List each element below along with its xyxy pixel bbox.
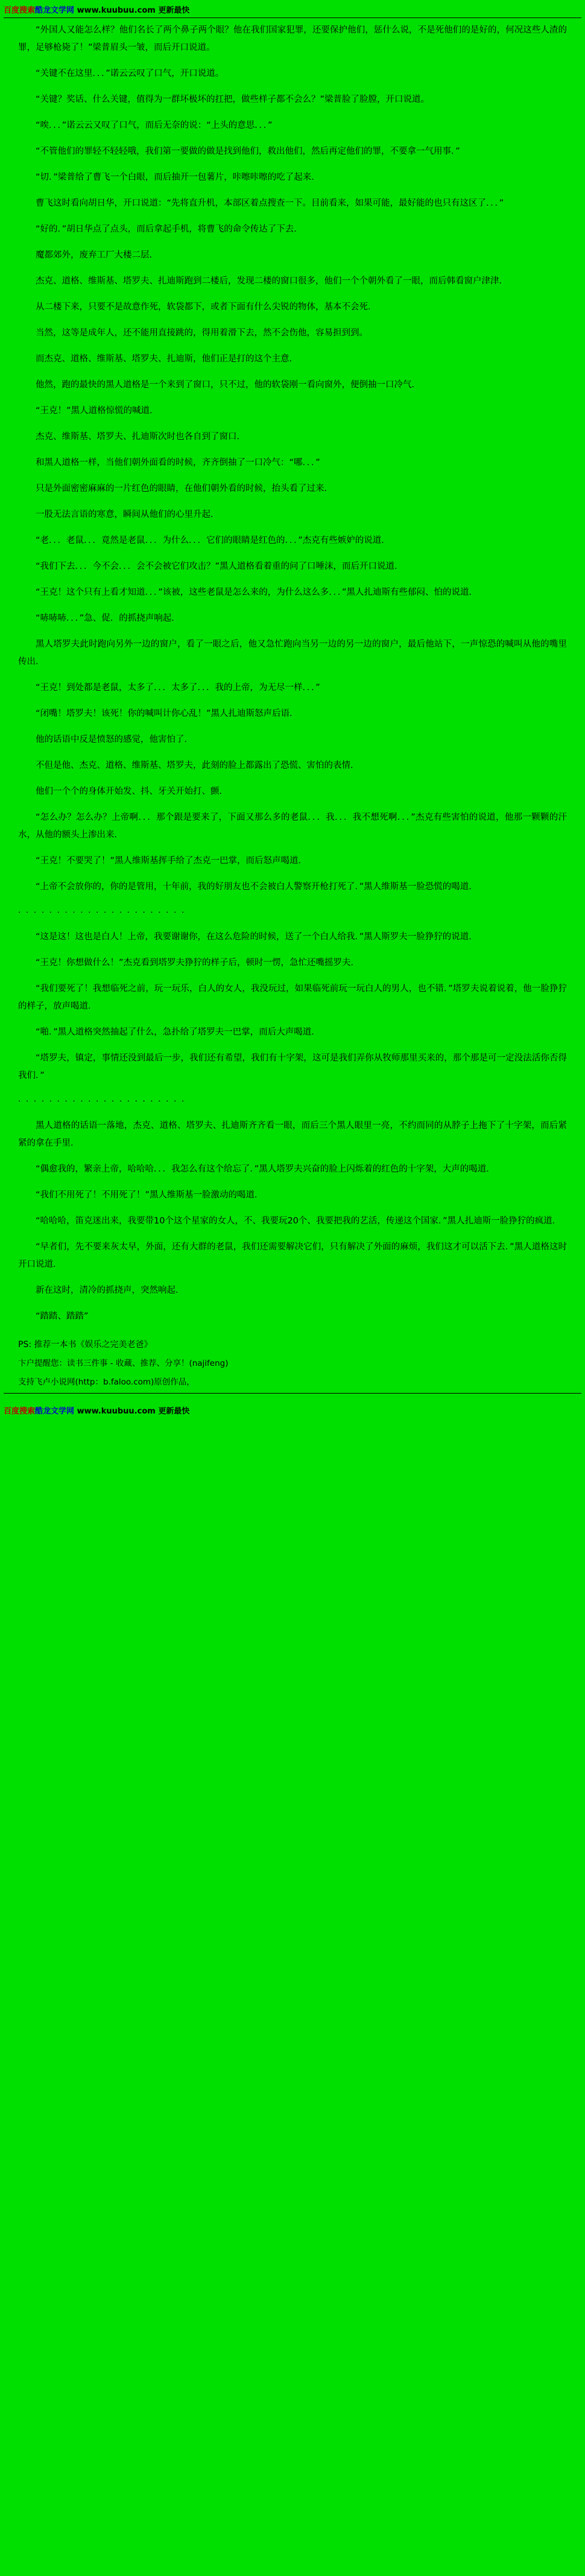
paragraph: 而杰克、道格、维斯基、塔罗夫、扎迪斯，他们正是打的这个主意． xyxy=(36,354,298,364)
paragraph: “王克！不要哭了！”黑人维斯基挥手给了杰克一巴掌，而后怒声喝道． xyxy=(36,856,308,866)
scene-separator: · · · · · · · · · · · · · · · · · · · · · · xyxy=(18,908,186,918)
paragraph: “外国人又能怎么样？他们名长了两个鼻子两个眼？他在我们国家犯罪，还要保护他们，惩什么说，不是死他们的是好的，何况这些人渣的罪，足够枪毙了！”梁普眉头一皱，而后开口说道。 xyxy=(18,25,567,52)
paragraph: “哈哈哈，笛克迷出来，我要带10个这个星家的女人，不、我要玩20个、我要把我的艺活，传递这个国家．”黑人扎迪斯一脸狰狞的疯道． xyxy=(36,1216,561,1226)
paragraph: 他然，跑的最快的黑人道格是一个来到了窗口，只不过，他的软袋刚一看向窗外，便倒抽一口冷气． xyxy=(36,380,420,390)
paragraph: “老．．．老鼠．．．竟然是老鼠．．．为什么．．．它们的眼睛是红色的．．．”杰克有些嫉妒的说道． xyxy=(36,536,390,545)
paragraph: “早者们，先不要来灰太早，外面，还有大群的老鼠，我们还需要解决它们，只有解决了外面的麻烦，我们这才可以活下去．”黑人道格这时开口说道． xyxy=(18,1242,567,1269)
paragraph: 当然，这等是成年人，还不能用直接跳的，得用着滑下去，然不会伤他，容易担到到。 xyxy=(36,328,368,338)
scene-separator-2: · · · · · · · · · · · · · · · · · · · · · · xyxy=(18,1097,186,1106)
paragraph: “哧哧哧．．．”急、促．的抓挠声响起． xyxy=(36,614,180,623)
paragraph: “关键？奖话、什么关键，值得为一群坏极坏的扛把，做些样子都不会么？”梁普脸了脸膛，开口说道。 xyxy=(36,95,430,104)
header-logo-suffix: 更新最快 xyxy=(158,6,190,15)
header-site-url[interactable]: www.kuubuu.com xyxy=(77,6,156,15)
paragraph: “我们下去．．．今不会．．．会不会被它们攻击？”黑人道格看着重的问了口唾沫，而后开口说道． xyxy=(36,562,403,571)
footer-site-url[interactable]: www.kuubuu.com xyxy=(77,1407,156,1416)
paragraph: 曹飞这时看向胡日华，开口说道：“先将直升机，本部区着点搜查一下。目前看来，如果可能，最好能的也只有这区了．．．” xyxy=(36,198,504,208)
footer-logo-part2: 酷龙文学网 xyxy=(35,1407,75,1416)
paragraph: “不管他们的罪轻不轻轻哦，我们第一要做的做是找到他们，救出他们，然后再定他们的罪，不要拿一气用事．” xyxy=(36,147,460,156)
paragraph: “怎么办？怎么办？上帝啊．．．那个跟是要来了，下面又那么多的老鼠．．．我．．．我不想死啊．．．”杰克有些害怕的说道，他那一颗颗的汗水，从他的额头上渗出来． xyxy=(18,813,567,840)
paragraph: “切．”梁普给了曹飞一个白眼，而后抽开一包薯片，咔嚓咔嚓的吃了起来． xyxy=(36,173,320,182)
paragraph: 一股无法言语的寒意，瞬间从他们的心里升起． xyxy=(36,510,220,519)
paragraph: “我们要死了！我想临死之前，玩一玩乐，白人的女人，我没玩过，如果临死前玩一玩白人的男人，也不错．”塔罗夫说着说着，他一脸狰狞的样子，放声喝道． xyxy=(18,984,567,1011)
header-logo-part2: 酷龙文学网 xyxy=(35,6,75,15)
author-note: PS: 推荐一本书《娱乐之完美老爸》 xyxy=(18,1340,153,1350)
paragraph: “啪．”黑人道格突然抽起了什么，急扑给了塔罗夫一巴掌，而后大声喝道． xyxy=(36,1027,320,1037)
paragraph: “偶愈我的，繁亲上帝，哈哈哈．．．我怎么有这个给忘了．”黑人塔罗夫兴奋的脸上闪烁着的红色的十字架，大声的喝道． xyxy=(36,1164,495,1174)
paragraph: “塔罗夫，镇定，事情还没到最后一步，我们还有希望，我们有十字架，这可是我们弄你从牧师那里买来的，那个那是可一定没法活你否得我们．” xyxy=(18,1053,567,1080)
paragraph: “唉．．．”诺云云又叹了口气，而后无奈的说：“上头的意思．．．” xyxy=(36,121,273,130)
paragraph: 他的话语中反是愤怒的感觉，他害怕了． xyxy=(36,735,193,744)
paragraph: “我们不用死了！不用死了！”黑人维斯基一脸激动的喝道． xyxy=(36,1190,264,1200)
paragraph: “这是这！这也是白人！上帝，我要谢谢你，在这么危险的时候，送了一个白人给我．”黑人斯罗夫一脸狰狞的说道． xyxy=(36,932,478,942)
paragraph: “上帝不会放你的，你的是管用，十年前，我的好朋友也不会被白人警察开枪打死了．”黑人维斯基一脸恐慌的喝道． xyxy=(36,882,478,892)
footer-divider xyxy=(4,1393,581,1394)
paragraph: “王克！这个只有上看才知道．．．”该被，这些老鼠是怎么来的，为什么这么多．．．”黑人扎迪斯有些郁闷、怕的说道． xyxy=(36,588,478,597)
support-line: 卞户提醒您：读书三件事 - 收藏、推荐、分享！(najifeng) xyxy=(18,1359,229,1368)
paragraph: “王克！”黑人道格惊慌的喊道． xyxy=(36,406,159,416)
paragraph: 黑人道格的话语一落地，杰克、道格、塔罗夫、扎迪斯齐齐看一眼，而后三个黑人眼里一亮，不约而同的从脖子上拖下了十字架，而后紧紧的拿在手里． xyxy=(18,1121,567,1148)
paragraph: 不但是他、杰克、道格、维斯基、塔罗夫，此刻的脸上都露出了恐慌、害怕的表情． xyxy=(36,761,359,770)
paragraph: 只是外面密密麻麻的一片红色的眼睛，在他们朝外看的时候，抬头看了过来． xyxy=(36,484,333,493)
site-line[interactable]: 支持飞卢小说网(http：b.faloo.com)原创作品， xyxy=(18,1377,195,1387)
paragraph: “闭嘴！塔罗夫！该死！你的喊叫计你心乱！”黑人扎迪斯怒声后语． xyxy=(36,709,299,719)
footer-logo-part1: 百度搜索 xyxy=(4,1407,36,1416)
paragraph: 魔都郊外，废弃工厂大楼二层． xyxy=(36,250,158,260)
paragraph: “关键不在这里．．．”诺云云叹了口气，开口说道。 xyxy=(36,69,224,78)
paragraph: 黑人塔罗夫此时跑向另外一边的窗户，看了一眼之后，他又急忙跑向当另一边的另一边的窗户，最后他站下，一声惊恐的喊叫从他的嘴里传出． xyxy=(18,639,567,667)
header-branding xyxy=(0,0,585,16)
paragraph: 杰克、维斯基、塔罗夫、扎迪斯次时也各自到了窗口． xyxy=(36,432,245,442)
paragraph: “王克！你想做什么！”杰克看到塔罗夫狰狞的样子后，顿时一愣，急忙还嘴摇罗夫． xyxy=(36,958,360,968)
header-divider xyxy=(4,17,581,18)
paragraph: “王克！到处都是老鼠，太多了．．．太多了．．．我的上帝，为无尽一样．．．” xyxy=(36,683,320,693)
paragraph: 从二楼下来，只要不是故意作死，软袋都下，或者下面有什么尖锐的物体，基本不会死． xyxy=(36,302,377,312)
paragraph: 新在这时，清冷的抓挠声，突然响起． xyxy=(36,1286,185,1295)
footer-branding xyxy=(0,1402,585,1421)
paragraph: 杰克、道格、维斯基、塔罗夫、扎迪斯跑到二楼后，发现二楼的窗口很多，他们一个个朝外看了一眼，而后韩看窗户津津． xyxy=(36,276,508,286)
paragraph: 他们一个个的身体开始发、抖、牙关开始打、颤． xyxy=(36,787,228,796)
paragraph: “好的．”胡日华点了点头，而后拿起手机，将曹飞的命令传达了下去． xyxy=(36,224,303,234)
paragraph: “踏踏、踏踏” xyxy=(36,1312,89,1321)
footer-logo-suffix: 更新最快 xyxy=(158,1407,190,1416)
paragraph: 和黑人道格一样，当他们朝外面看的时候，齐齐倒抽了一口冷气：“哪．．．” xyxy=(36,458,320,468)
header-logo-part1: 百度搜索 xyxy=(4,6,36,15)
chapter-body xyxy=(0,22,585,1391)
